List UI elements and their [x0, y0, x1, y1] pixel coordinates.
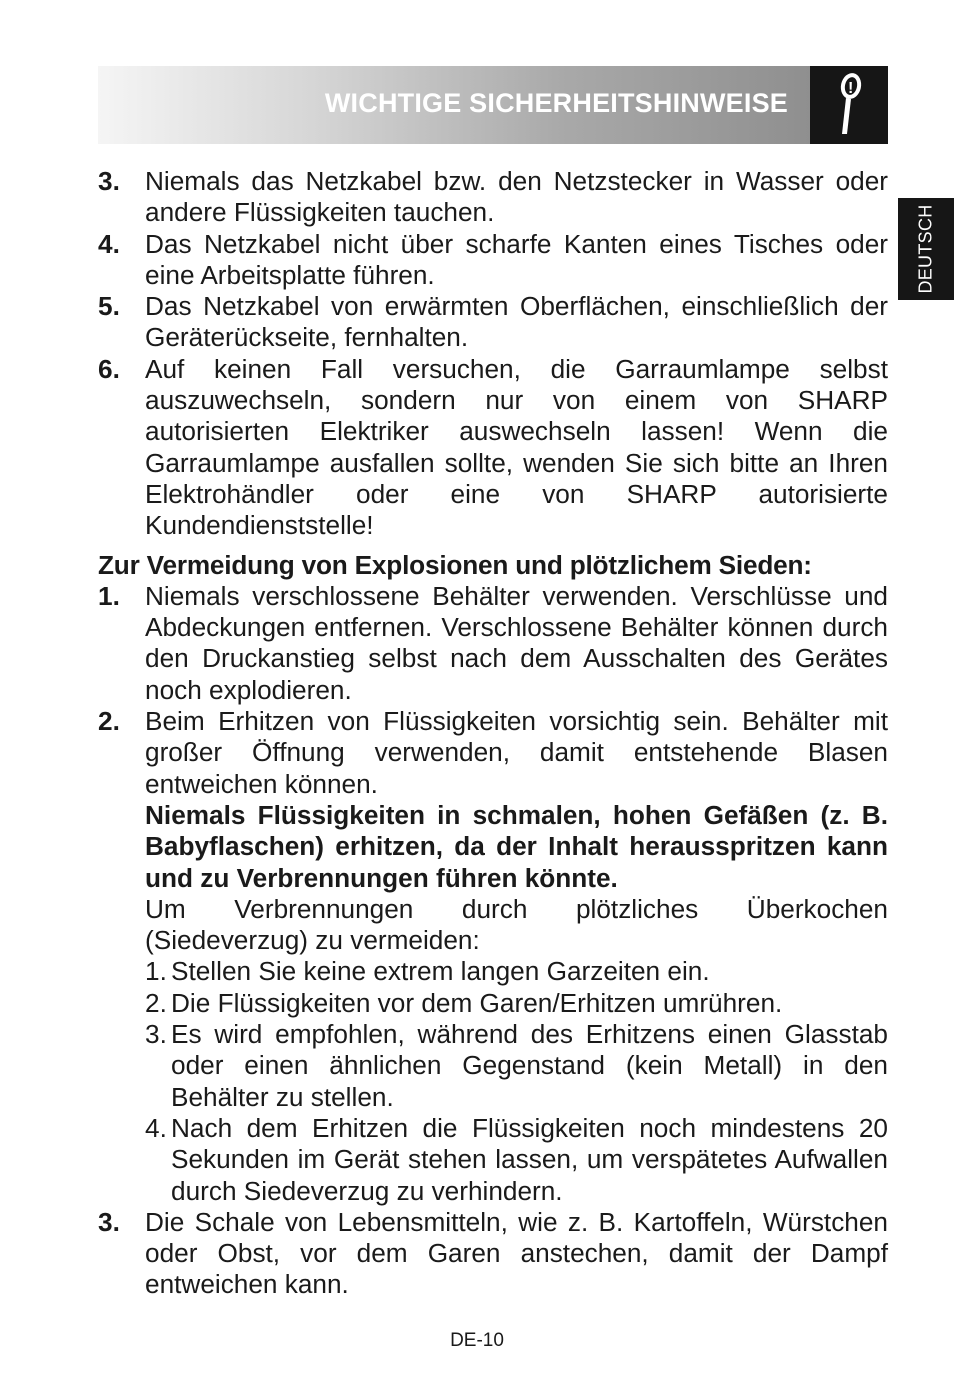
list-item-text: Das Netzkabel von erwärmten Oberflächen, einschließlich der Geräterückseite, fernhalten.	[145, 291, 888, 353]
list-item-text: Niemals das Netzkabel bzw. den Netzstecker in Wasser oder andere Flüssigkeiten tauchen.	[145, 166, 888, 228]
step-number: 3.	[145, 1019, 167, 1050]
list-item-number: 3.	[98, 1206, 120, 1237]
list-item	[98, 229, 888, 292]
language-tab-label: DEUTSCH	[915, 204, 936, 294]
step-text: Es wird empfohlen, während des Erhitzens einen Glasstab oder einen ähnlichen Gegenstand (kein Metall) in den Behälter zu stellen.	[171, 1019, 888, 1112]
list-item-number: 2.	[98, 706, 120, 737]
list-item-number: 6.	[98, 353, 120, 384]
warning-text: Niemals Flüssigkeiten in schmalen, hohen Gefäßen (z. B. Babyflaschen) erhitzen, da der Inhalt herausspritzen kann und zu Verbrennungen führen könnte.	[145, 799, 888, 893]
svg-text:!: !	[848, 80, 854, 97]
list-item-text: Die Schale von Lebensmitteln, wie z. B. Kartoffeln, Würstchen oder Obst, vor dem Garen anstechen, damit der Dampf entweichen kann.	[145, 1206, 888, 1300]
page-content	[98, 166, 888, 1301]
step-number: 1.	[145, 956, 167, 987]
list-item	[98, 706, 888, 1207]
step-text: Nach dem Erhitzen die Flüssigkeiten noch mindestens 20 Sekunden im Gerät stehen lassen, um verspätetes Aufwallen durch Siedeverzug zu verhindern.	[171, 1112, 888, 1206]
step-item	[145, 1019, 888, 1113]
list-item-text: Niemals verschlossene Behälter verwenden. Verschlüsse und Abdeckungen entfernen. Verschlossene Behälter können durch den Druckanstieg selbst nach dem Ausschalten des Gerätes noch explodieren.	[145, 580, 888, 705]
section-heading: Zur Vermeidung von Explosionen und plötzlichem Sieden:	[98, 549, 812, 580]
list-item-number: 4.	[98, 228, 120, 259]
list-item-number: 3.	[98, 166, 120, 196]
language-tab	[898, 198, 954, 300]
list-item	[98, 166, 888, 229]
step-item	[145, 956, 888, 987]
list-item-text: Das Netzkabel nicht über scharfe Kanten eines Tisches oder eine Arbeitsplatte führen.	[145, 228, 888, 290]
warning-magnifier-icon	[810, 66, 888, 144]
step-text: Stellen Sie keine extrem langen Garzeiten ein.	[171, 956, 710, 987]
step-number: 2.	[145, 987, 167, 1018]
list-item-text: Auf keinen Fall versuchen, die Garraumlampe selbst auszuwechseln, sondern nur von einem von SHARP autorisierten Elektriker auswechseln lassen! Wenn die Garraumlampe ausfallen sollte, wenden Sie sich bitte an Ihren Elektrohändler oder eine von SHARP autorisierte Kundendienststelle!	[145, 353, 888, 541]
steps-intro: Um Verbrennungen durch plötzliches Überkochen (Siedeverzug) zu vermeiden:	[145, 893, 888, 956]
list-item	[98, 1207, 888, 1301]
list-item-number: 5.	[98, 291, 120, 322]
list-item-number: 1.	[98, 580, 120, 611]
list-item	[98, 581, 888, 706]
section-header-bar	[98, 66, 810, 144]
list-item	[98, 291, 888, 354]
step-text: Die Flüssigkeiten vor dem Garen/Erhitzen umrühren.	[171, 987, 783, 1018]
list-item-text: Beim Erhitzen von Flüssigkeiten vorsichtig sein. Behälter mit großer Öffnung verwenden, damit entstehende Blasen entweichen können.	[145, 706, 888, 799]
page-number: DE-10	[450, 1330, 504, 1351]
list-item	[98, 354, 888, 542]
step-item	[145, 1113, 888, 1207]
header-icon-box	[810, 66, 888, 144]
step-number: 4.	[145, 1112, 167, 1143]
section-title: WICHTIGE SICHERHEITSHINWEISE	[324, 88, 788, 118]
step-item	[145, 988, 888, 1019]
